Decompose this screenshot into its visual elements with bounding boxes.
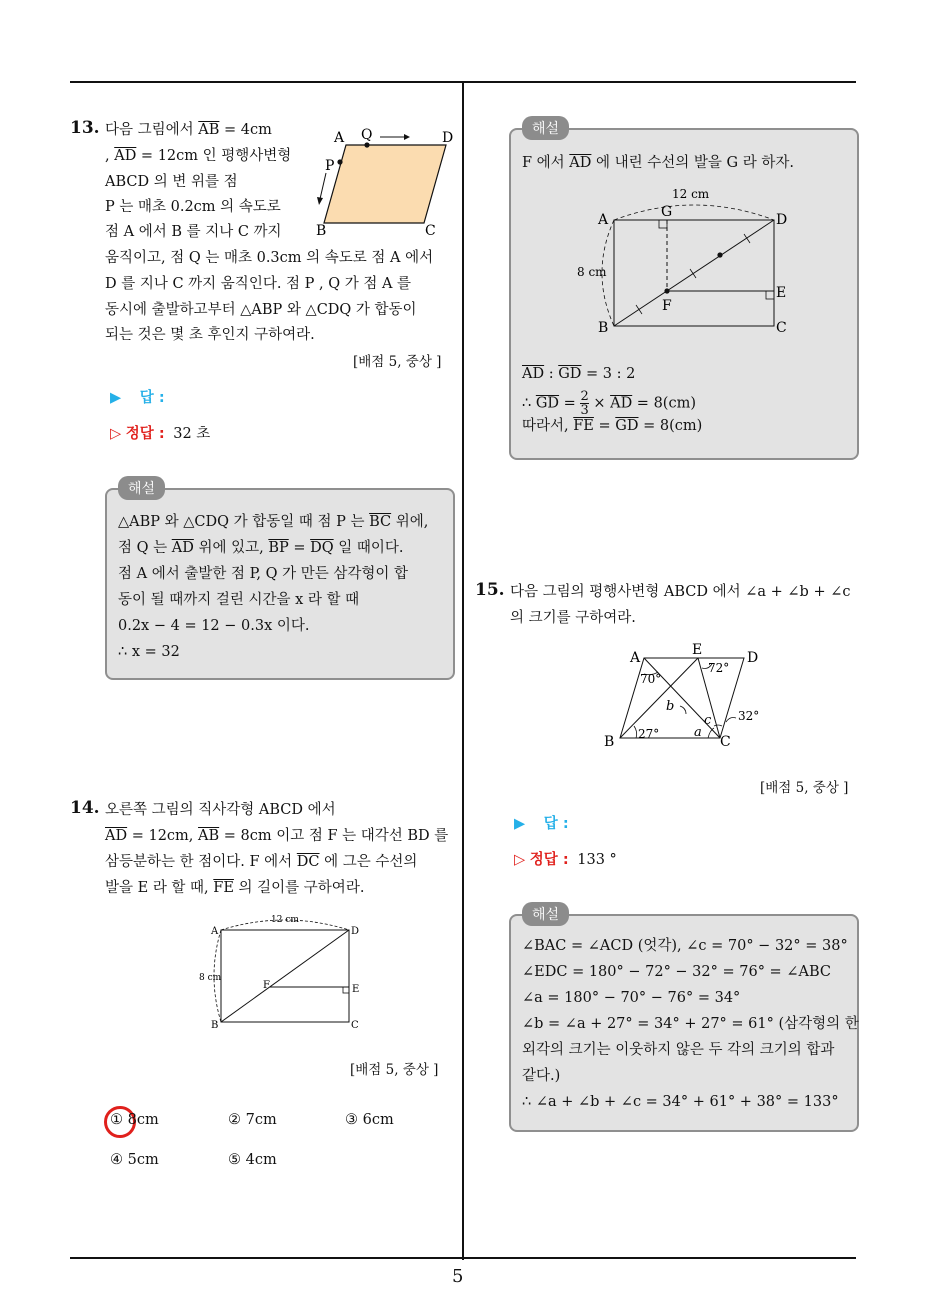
q14-line-2: $\overline{AD} = 12cm$, $\overline{AB} = 8cm$ 이고 점 F 는 대각선 BD 를 [105,828,449,844]
p-arrowhead [317,197,323,205]
q15-sol-line-1: ∠BAC = ∠ACD (엇각), ∠c = 70° − 32° = 38° [522,938,848,954]
q13-score: [배점 5, 중상 ] [353,354,442,370]
label-a: A [630,650,641,666]
q13-sol-line-6: ∴ x = 32 [118,644,180,660]
q13-sol-line-3: 점 A 에서 출발한 점 P, Q 가 만든 삼각형이 합 [118,566,408,582]
correct-value: 32 초 [173,426,211,442]
q13-line-5: 점 A 에서 B 를 지나 C 까지 [105,224,282,240]
q13-answer [110,388,165,408]
q15-sol-line-4: ∠b = ∠a + 27° = 34° + 27° = 61° (삼각형의 한 [522,1016,859,1032]
q14-line-3: 삼등분하는 한 점이다. F 에서 $\overline{DC}$ 에 그은 수선의 [105,854,418,870]
q14-sol-line-1: F 에서 $\overline{AD}$ 에 내린 수선의 발을 G 라 하자. [522,155,794,171]
q13-solution-tag: 해설 [118,476,165,500]
q13-sol-line-1: △ABP 와 △CDQ 가 합동일 때 점 P 는 $\overline{BC}$ 위에, [118,514,429,530]
choice-2[interactable]: ② 7cm [228,1112,277,1128]
label-a: A [598,212,609,228]
q-arrowhead [404,134,410,140]
label-27: 27° [638,727,660,741]
q15-solution-tag: 해설 [522,902,569,926]
answer-label: 답 : [543,816,569,832]
q15-score: [배점 5, 중상 ] [760,780,849,796]
q13-line-1: 다음 그림에서 $\overline{AB} = 4cm$ [105,122,272,138]
angle-27-arc [634,726,637,738]
choice-1[interactable]: ① 8cm [110,1112,159,1128]
label-d: D [442,130,454,146]
q15-answer [514,814,569,834]
label-12cm: 12 cm [672,187,710,201]
q14-sol-line-2: $\overline{AD}$ : $\overline{GD} = 3$ : 2 [522,366,636,382]
label-f: F [662,298,672,314]
p-arrow [320,173,326,199]
correct-triangle-icon: ▷ [110,426,122,442]
q15-sol-line-2: ∠EDC = 180° − 72° − 32° = 76° = ∠ABC [522,964,831,980]
q14-rectangle-figure [195,910,370,1035]
answer-arrow-icon: ▶ [110,390,122,406]
label-70: 70° [640,672,662,686]
answer-arrow-icon: ▶ [514,816,526,832]
label-g: G [661,204,673,220]
q13-line-4: P 는 매초 0.2cm 의 속도로 [105,199,281,215]
label-c: C [351,1020,359,1031]
label-d: D [776,212,788,228]
q13-number: 13. [70,118,100,138]
correct-label: 정답 : [529,852,569,868]
q14-score: [배점 5, 중상 ] [350,1062,439,1078]
q13-correct [110,424,210,444]
label-72: 72° [708,661,730,675]
tick-1 [636,305,642,314]
q13-parallelogram-figure [310,125,460,237]
point-q [364,142,369,147]
q14-solution-tag: 해설 [522,116,569,140]
q15-sol-line-5: 외각의 크기는 이웃하지 않은 두 각의 크기의 합과 [522,1042,835,1058]
label-b: B [604,734,615,750]
label-c: C [776,320,787,336]
label-a-angle: a [694,725,702,740]
label-f: F [263,980,270,991]
label-8cm: 8 cm [199,973,222,983]
tick-2 [690,269,696,278]
choice-5[interactable]: ⑤ 4cm [228,1152,277,1168]
right-angle-g [659,220,667,228]
choice-3[interactable]: ③ 6cm [345,1112,394,1128]
q14-sol-line-3: ∴ $\overline{GD}$ = $\frac{2}{3}$ × $\overline{AD} = 8(cm)$ [522,389,696,418]
parallelogram-shape [324,145,446,223]
q15-correct [514,850,617,870]
label-d: D [747,650,759,666]
page-number: 5 [452,1266,464,1287]
label-b-angle: b [666,699,675,714]
diagonal-bd [221,930,349,1022]
label-a: A [334,130,345,146]
point-f [664,288,669,293]
q13-line-2: , $\overline{AD} = 12cm$ 인 평행사변형 [105,148,292,164]
q15-line-1: 다음 그림의 평행사변형 ABCD 에서 ∠a + ∠b + ∠c [510,584,851,600]
label-c-angle: c [704,713,712,728]
answer-label: 답 : [139,390,165,406]
choice-4[interactable]: ④ 5cm [110,1152,159,1168]
tick-3 [744,234,750,243]
q13-sol-line-5: 0.2x − 4 = 12 − 0.3x 이다. [118,618,310,634]
label-p: P [325,158,335,174]
q15-sol-line-7: ∴ ∠a + ∠b + ∠c = 34° + 61° + 38° = 133° [522,1094,839,1110]
label-e: E [692,642,703,658]
label-8cm: 8 cm [577,265,607,279]
point-p [337,159,342,164]
q14-solution-figure [570,180,800,340]
q13-line-3: ABCD 의 변 위를 점 [105,174,238,190]
label-b: B [598,320,609,336]
label-e: E [352,984,360,995]
q13-line-6: 움직이고, 점 Q 는 매초 0.3cm 의 속도로 점 A 에서 [105,250,434,266]
q15-sol-line-6: 같다.) [522,1068,561,1084]
angle-32-pointer [726,718,736,723]
label-e: E [776,285,787,301]
q13-sol-line-4: 동이 될 때까지 걸린 시간을 x 라 할 때 [118,592,360,608]
q13-line-8: 동시에 출발하고부터 △ABP 와 △CDQ 가 합동이 [105,302,417,318]
right-angle-mark [343,987,349,993]
angle-a-arc [708,728,714,738]
label-b: B [211,1020,219,1031]
label-a: A [211,926,219,937]
q13-line-9: 되는 것은 몇 초 후인지 구하여라. [105,327,315,343]
q15-parallelogram-figure [600,638,780,756]
column-divider [462,82,464,1260]
q15-number: 15. [475,580,505,600]
right-angle-e [766,291,774,299]
solution-top-arc [614,205,774,220]
label-32: 32° [738,709,760,723]
label-12cm: 12 cm [271,915,299,925]
q15-line-2: 의 크기를 구하여라. [510,610,636,626]
q14-number: 14. [70,798,100,818]
angle-c-arc [714,725,722,726]
label-b: B [316,223,327,237]
solution-diagonal [614,220,774,326]
label-c: C [720,734,731,750]
label-d: D [351,926,360,937]
label-c: C [425,223,436,237]
angle-b-arc [680,706,686,714]
q13-sol-line-2: 점 Q 는 $\overline{AD}$ 위에 있고, $\overline{BP} = \overline{DQ}$ 일 때이다. [118,540,404,556]
q14-sol-line-4: 따라서, $\overline{FE} = \overline{GD} = 8(cm)$ [522,418,703,434]
correct-value: 133 ° [577,852,617,868]
q14-line-1: 오른쪽 그림의 직사각형 ABCD 에서 [105,802,336,818]
label-q: Q [361,127,373,143]
correct-label: 정답 : [125,426,165,442]
q13-line-7: D 를 지나 C 까지 움직인다. 점 P , Q 가 점 A 를 [105,276,412,292]
correct-triangle-icon: ▷ [514,852,526,868]
q15-sol-line-3: ∠a = 180° − 70° − 76° = 34° [522,990,741,1006]
point-trisect [717,252,722,257]
q14-line-4: 발을 E 라 할 때, $\overline{FE}$ 의 길이를 구하여라. [105,880,365,896]
